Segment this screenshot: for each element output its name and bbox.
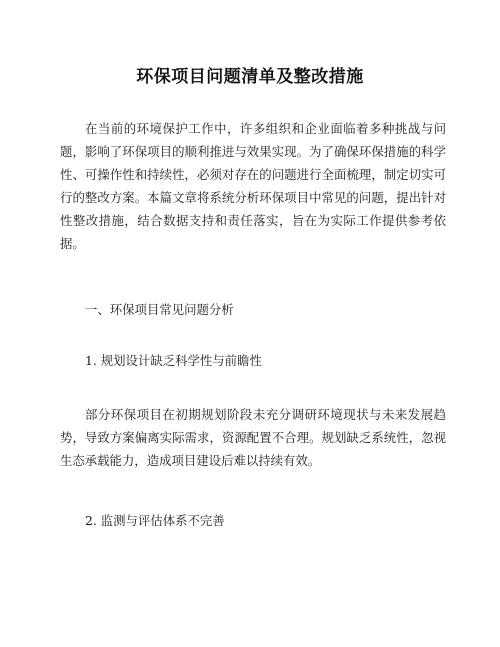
section-heading-1: 一、环保项目常见问题分析 (85, 302, 234, 317)
subsection-heading-1: 1. 规划设计缺乏科学性与前瞻性 (85, 353, 262, 368)
subsection-heading-2: 2. 监测与评估体系不完善 (85, 513, 225, 528)
document-title: 环保项目问题清单及整改措施 (136, 67, 364, 87)
subsection-1-paragraph: 部分环保项目在初期规划阶段未充分调研环境现状与未来发展趋势，导致方案偏离实际需求，资源配置不合理。规划缺乏系统性，忽视生态承载能力，造成项目建设后难以持续有效。 (60, 407, 446, 468)
intro-paragraph: 在当前的环境保护工作中，许多组织和企业面临着多种挑战与问题，影响了环保项目的顺利推进与效果实现。为了确保环保措施的科学性、可操作性和持续性，必须对存在的问题进行全面梳理，制定切实可行的整改方案。本篇文章将系统分析环保项目中常见的问题，提出针对性整改措施，结合数据支持和责任落实，旨在为实际工作提供参考依据。 (60, 121, 446, 251)
